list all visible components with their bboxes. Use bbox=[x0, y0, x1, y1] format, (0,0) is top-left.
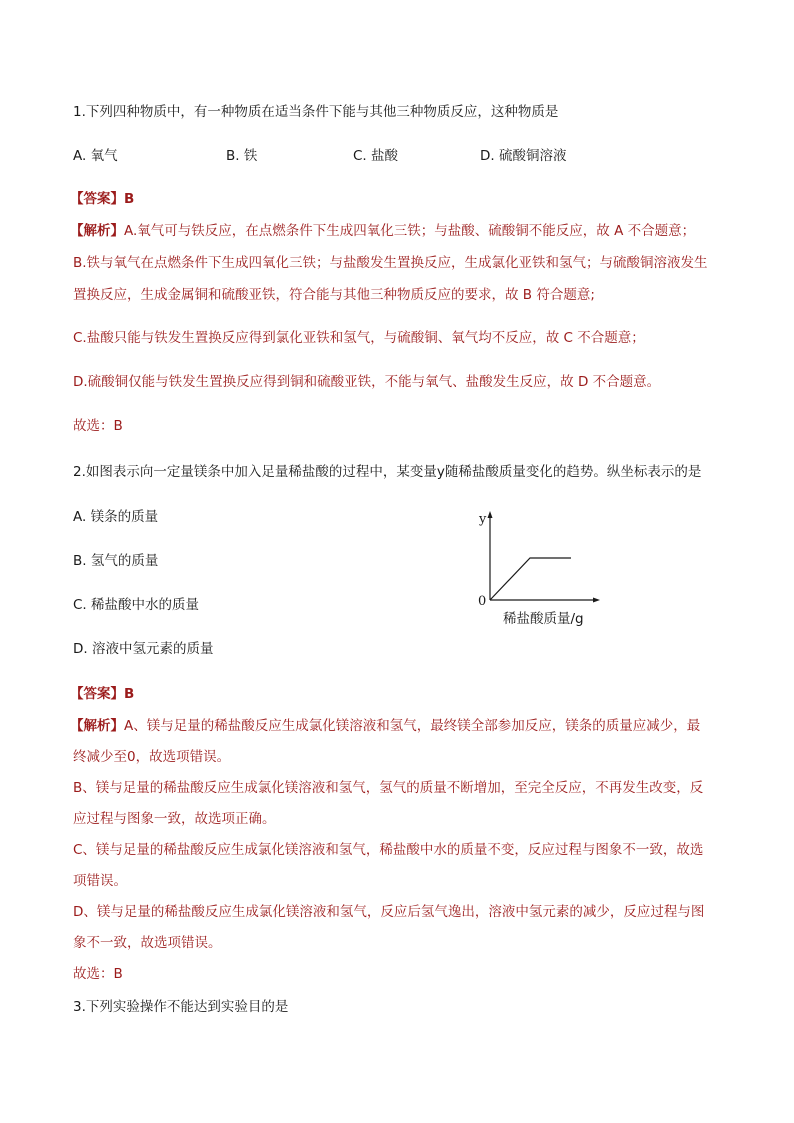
q2-choose: 故选：B bbox=[73, 966, 123, 982]
q2-stem: 2.如图表示向一定量镁条中加入足量稀盐酸的过程中，某变量y随稀盐酸质量变化的趋势。纵坐标表示的是 bbox=[73, 464, 702, 480]
analysis-tag: 【解析】 bbox=[70, 223, 124, 239]
trend-line bbox=[490, 558, 571, 600]
q3-stem: 3.下列实验操作不能达到实验目的是 bbox=[73, 999, 289, 1015]
q2-analysis-line-7: D、镁与足量的稀盐酸反应生成氯化镁溶液和氢气，反应后氢气逸出，溶液中氢元素的减少，反应过程与图 bbox=[73, 904, 705, 920]
q1-stem: 1.下列四种物质中，有一种物质在适当条件下能与其他三种物质反应，这种物质是 bbox=[73, 104, 559, 120]
graph-y-label: y bbox=[479, 512, 487, 527]
q2-analysis-line-1: 【解析】A、镁与足量的稀盐酸反应生成氯化镁溶液和氢气，最终镁全部参加反应，镁条的质量应减少，最 bbox=[70, 718, 701, 734]
answer-tag: 【答案】 bbox=[70, 686, 124, 702]
answer-value: B bbox=[124, 686, 135, 702]
q1-analysis-line-1: 【解析】A.氧气可与铁反应，在点燃条件下生成四氧化三铁；与盐酸、硫酸铜不能反应，故 A 不合题意； bbox=[70, 223, 696, 239]
answer-tag: 【答案】 bbox=[70, 191, 124, 207]
q2-analysis-line-6: 项错误。 bbox=[73, 873, 127, 889]
q2-analysis-line-2: 终减少至0，故选项错误。 bbox=[73, 749, 231, 765]
q1-analysis-line-5: D.硫酸铜仅能与铁发生置换反应得到铜和硫酸亚铁，不能与氧气、盐酸发生反应，故 D 不合题意。 bbox=[73, 374, 661, 390]
q2-analysis-line-8: 象不一致，故选项错误。 bbox=[73, 935, 222, 951]
q2-analysis-line-3: B、镁与足量的稀盐酸反应生成氯化镁溶液和氢气，氢气的质量不断增加，至完全反应，不再发生改变，反 bbox=[73, 780, 704, 796]
graph-origin-label: 0 bbox=[478, 594, 487, 609]
q1-analysis-line-4: C.盐酸只能与铁发生置换反应得到氯化亚铁和氢气，与硫酸铜、氧气均不反应，故 C 不合题意； bbox=[73, 330, 645, 346]
analysis-tag: 【解析】 bbox=[70, 718, 124, 734]
q2-option-c: C. 稀盐酸中水的质量 bbox=[73, 597, 200, 613]
x-axis-arrow bbox=[593, 598, 600, 603]
q2-option-d: D. 溶液中氢元素的质量 bbox=[73, 641, 214, 657]
q2-option-a: A. 镁条的质量 bbox=[73, 509, 159, 525]
answer-value: B bbox=[124, 191, 135, 207]
q2-option-b: B. 氢气的质量 bbox=[73, 553, 159, 569]
q2-analysis-line-4: 应过程与图象一致，故选项正确。 bbox=[73, 811, 276, 827]
y-axis-arrow bbox=[488, 511, 493, 518]
q1-answer bbox=[70, 190, 134, 208]
q1-option-b: B. 铁 bbox=[226, 148, 258, 164]
q1-option-a: A. 氧气 bbox=[73, 148, 118, 164]
q2-answer bbox=[70, 685, 134, 703]
q1-option-d: D. 硫酸铜溶液 bbox=[480, 148, 567, 164]
graph-x-label: 稀盐酸质量/g bbox=[503, 611, 584, 627]
q1-option-c: C. 盐酸 bbox=[353, 148, 399, 164]
q1-analysis-line-2: B.铁与氧气在点燃条件下生成四氧化三铁；与盐酸发生置换反应，生成氯化亚铁和氢气；与硫酸铜溶液发生 bbox=[73, 255, 708, 271]
q1-choose: 故选：B bbox=[73, 418, 123, 434]
q1-analysis-line-3: 置换反应，生成金属铜和硫酸亚铁，符合能与其他三种物质反应的要求，故 B 符合题意; bbox=[73, 287, 595, 303]
q2-analysis-line-5: C、镁与足量的稀盐酸反应生成氯化镁溶液和氢气，稀盐酸中水的质量不变，反应过程与图象不一致，故选 bbox=[73, 842, 704, 858]
